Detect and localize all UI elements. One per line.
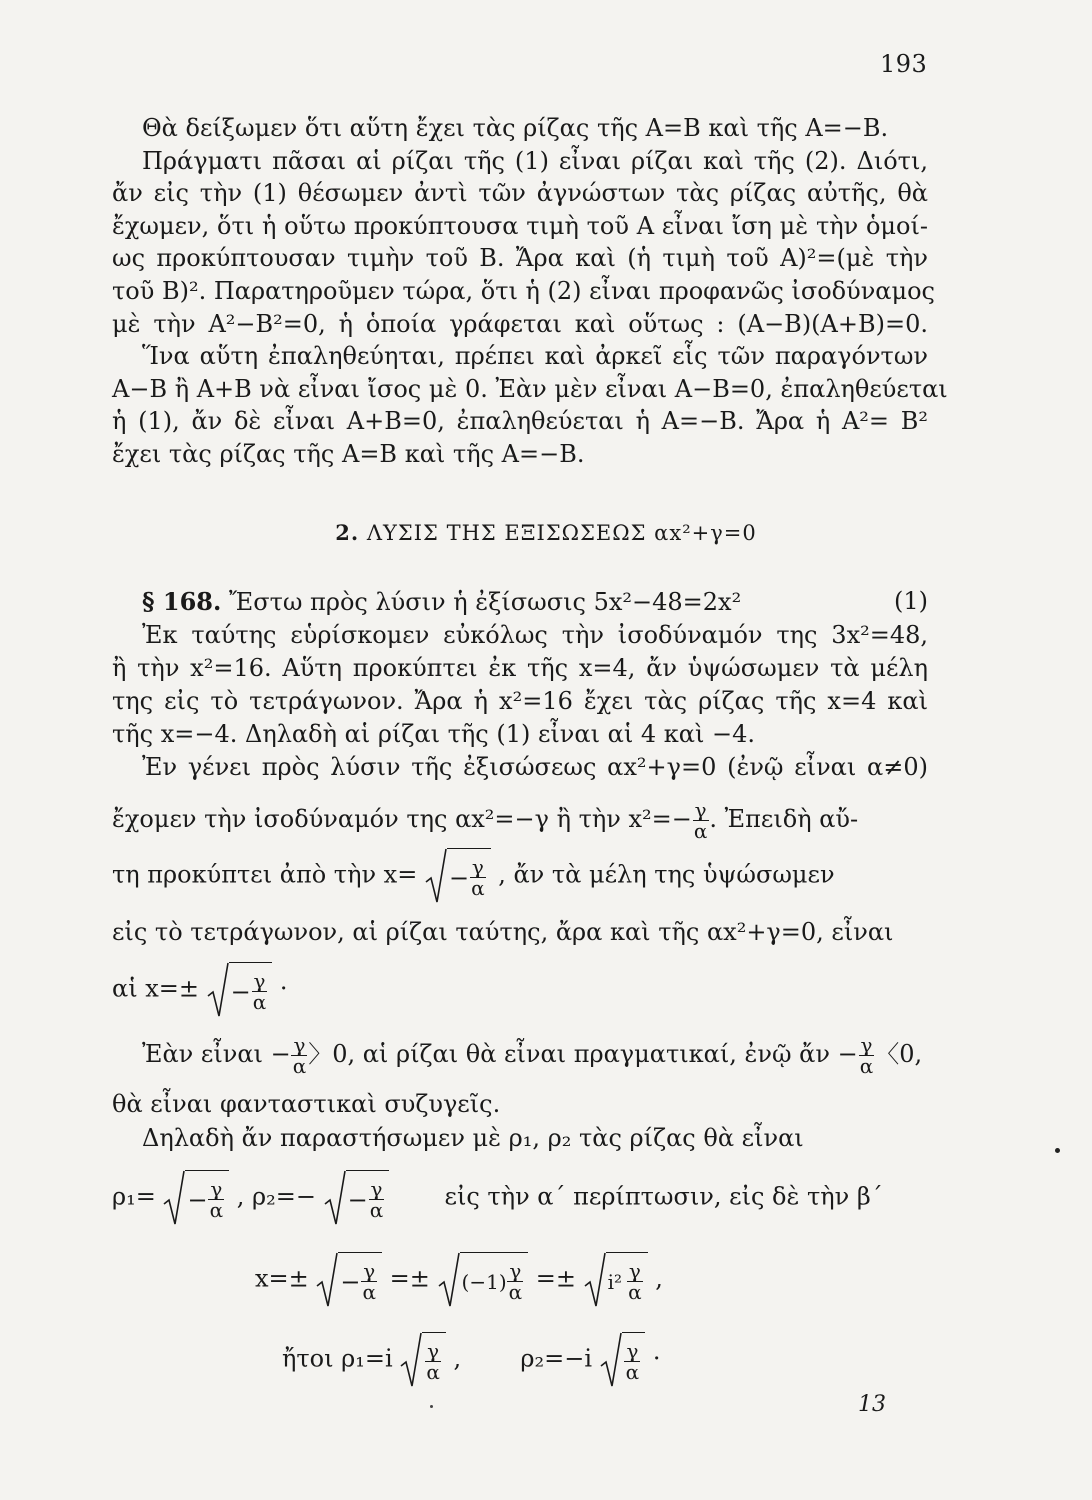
radical-sign-icon <box>324 1170 346 1226</box>
radical-sign-icon <box>438 1252 460 1308</box>
signature-number: 13 <box>858 1392 886 1417</box>
text-fragment: ρ₁= <box>112 1182 156 1211</box>
text-fragment: , ἄν τὰ μέλη της ὑψώσωμεν <box>498 860 835 889</box>
math-line-isodynamon <box>112 800 858 841</box>
minus-sign: − <box>187 1185 208 1214</box>
fraction-numerator: γ <box>471 855 484 879</box>
text-fragment: . Ἐπειδὴ αὔ- <box>709 805 859 833</box>
text-fragment: =± <box>535 1264 576 1293</box>
minus-sign: − <box>448 863 470 892</box>
square-root <box>584 1252 648 1308</box>
fraction-gamma-over-alpha <box>858 1035 876 1076</box>
text-line <box>112 585 928 619</box>
fraction-numerator: γ <box>509 1259 522 1283</box>
text-fragment: x=± <box>255 1264 309 1293</box>
minus-sign: − <box>347 1185 368 1214</box>
text-line: τοῦ B)². Παρατηροῦμεν τώρα, ὅτι ἡ (2) εἶναι προφανῶς ἰσοδύναμος <box>112 276 935 305</box>
fraction-denominator: α <box>362 1280 377 1304</box>
text-line: τῆς x=−4. Δηλαδὴ αἱ ρίζαι τῆς (1) εἶναι αἱ 4 καὶ −4. <box>112 720 756 748</box>
math-line-roots <box>112 962 288 1018</box>
minus-sign: − <box>340 1267 361 1296</box>
fraction-denominator: α <box>252 990 267 1014</box>
fraction-numerator: γ <box>293 1033 306 1057</box>
fraction-gamma-over-alpha <box>368 1179 386 1220</box>
radical-sign-icon <box>600 1332 622 1388</box>
text-fragment: , <box>655 1264 663 1293</box>
text-line: Πράγματι πᾶσαι αἱ ρίζαι τῆς (1) εἶναι ρίζαι καὶ τῆς (2). Διότι, <box>142 146 928 175</box>
fraction-numerator: γ <box>628 1259 641 1283</box>
text-line: A−B ἢ A+B νὰ εἶναι ἴσος μὲ 0. Ἐὰν μὲν εἶναι A−B=0, ἐπαληθεύεται <box>112 374 948 403</box>
math-line-itoi <box>282 1332 660 1388</box>
text-fragment: 〈0, <box>875 1040 923 1068</box>
math-line-fantastikai <box>112 1090 500 1118</box>
fraction-denominator: α <box>628 1280 642 1304</box>
square-root <box>600 1332 646 1388</box>
text-line: ἔχωμεν, ὅτι ἡ οὕτω προκύπτουσα τιμὴ τοῦ A εἶναι ἴση μὲ τὴν ὁμοί- <box>112 211 928 240</box>
fraction-numerator: γ <box>253 969 266 993</box>
text-fragment: · <box>279 974 288 1003</box>
text-line: Θὰ δείξωμεν ὅτι αὕτη ἔχει τὰς ρίζας τῆς A=B καὶ τῆς A=−B. <box>142 114 889 142</box>
proof-paragraph <box>112 112 948 471</box>
fraction-numerator: γ <box>363 1259 376 1283</box>
fraction-denominator: α <box>209 1198 224 1222</box>
fraction-gamma-over-alpha <box>692 800 710 841</box>
fraction-gamma-over-alpha <box>251 971 269 1012</box>
minus-sign: − <box>230 977 251 1006</box>
radical-sign-icon <box>316 1252 338 1308</box>
section-mark: § 168. <box>142 587 222 616</box>
text-line: ἄν εἰς τὴν (1) θέσωμεν ἀντὶ τῶν ἀγνώστων τὰς ρίζας αὐτῆς, θὰ <box>112 179 928 208</box>
fraction-numerator: γ <box>210 1177 223 1201</box>
radical-sign-icon <box>400 1332 422 1388</box>
square-root <box>316 1252 382 1308</box>
math-line-dilady <box>142 1124 804 1152</box>
text-fragment: ρ₂=−i <box>520 1344 593 1373</box>
text-line: της εἰς τὸ τετράγωνον. Ἄρα ἡ x²=16 ἔχει τὰς ρίζας τῆς x=4 καὶ <box>112 687 928 715</box>
fraction-numerator: γ <box>370 1177 383 1201</box>
fraction-numerator: γ <box>626 1339 639 1363</box>
fraction-denominator: α <box>625 1360 640 1384</box>
fraction-gamma-over-alpha <box>626 1261 644 1302</box>
text-fragment: τη προκύπτει ἀπὸ τὴν x= <box>112 860 418 889</box>
fraction-gamma-over-alpha <box>291 1035 309 1076</box>
fraction-gamma-over-alpha <box>361 1261 379 1302</box>
fraction-gamma-over-alpha <box>424 1341 442 1382</box>
math-line-complex <box>255 1252 663 1308</box>
equation-reference: (1) <box>894 587 928 615</box>
square-root <box>207 962 273 1018</box>
text-line: ως προκύπτουσαν τιμὴν τοῦ B. Ἄρα καὶ (ἡ τιμὴ τοῦ A)²=(μὲ τὴν <box>112 244 928 273</box>
print-speck <box>430 1405 433 1408</box>
text-fragment: εἰς τὸ τετράγωνον, αἱ ρίζαι ταύτης, ἄρα καὶ τῆς αx²+γ=0, εἶναι <box>112 918 894 946</box>
fraction-gamma-over-alpha <box>507 1261 525 1302</box>
fraction-denominator: α <box>426 1360 440 1384</box>
text-fragment: αἱ x=± <box>112 974 199 1003</box>
square-root <box>425 848 491 904</box>
square-root <box>438 1252 529 1308</box>
math-line-rho <box>112 1170 883 1226</box>
text-line: μὲ τὴν A²−B²=0, ἡ ὁποία γράφεται καὶ οὕτως : (A−B)(A+B)=0. <box>112 309 928 338</box>
square-root <box>400 1332 446 1388</box>
section-number: 2. <box>335 520 360 545</box>
fraction-denominator: α <box>508 1280 523 1304</box>
square-root <box>163 1170 229 1226</box>
minus-one: (−1) <box>461 1269 507 1294</box>
text-fragment: θὰ εἶναι φανταστικαὶ συζυγεῖς. <box>112 1090 501 1118</box>
math-line-tetragonon <box>112 918 893 946</box>
fraction-numerator: γ <box>694 798 707 822</box>
fraction-gamma-over-alpha <box>469 857 487 898</box>
section-168-paragraph <box>112 585 928 784</box>
text-fragment: =± <box>389 1264 430 1293</box>
fraction-denominator: α <box>292 1054 307 1078</box>
math-line-condition <box>142 1034 922 1076</box>
fraction-gamma-over-alpha <box>624 1341 642 1382</box>
text-line: ἔχει τὰς ρίζας τῆς A=B καὶ τῆς A=−B. <box>112 439 585 468</box>
math-line-prokyptei <box>112 848 835 904</box>
square-root <box>324 1170 390 1226</box>
page-number: 193 <box>880 50 928 78</box>
radical-sign-icon <box>207 962 229 1018</box>
text-line: ἡ (1), ἄν δὲ εἶναι A+B=0, ἐπαληθεύεται ἡ A=−B. Ἄρα ἡ A²= B² <box>112 407 928 436</box>
text-fragment: · <box>652 1344 661 1373</box>
section-heading <box>0 520 1092 545</box>
fraction-numerator: γ <box>860 1033 873 1057</box>
text-line: Ἵνα αὕτη ἐπαληθεύηται, πρέπει καὶ ἀρκεῖ εἷς τῶν παραγόντων <box>142 342 928 371</box>
fraction-numerator: γ <box>427 1339 440 1363</box>
radical-sign-icon <box>584 1252 606 1308</box>
margin-mark <box>1055 1148 1060 1153</box>
text-fragment: ἔχομεν τὴν ἰσοδύναμόν της αx²=−γ ἢ τὴν x²=− <box>112 805 692 833</box>
fraction-denominator: α <box>471 876 485 900</box>
text-fragment: εἰς τὴν α΄ περίπτωσιν, εἰς δὲ τὴν β΄ <box>444 1182 883 1211</box>
text-line: ἢ τὴν x²=16. Αὕτη προκύπτει ἐκ τῆς x=4, ἄν ὑψώσωμεν τὰ μέλη <box>112 654 928 682</box>
radical-sign-icon <box>425 848 447 904</box>
i-squared: i² <box>607 1269 623 1294</box>
fraction-denominator: α <box>859 1054 874 1078</box>
text-fragment: Δηλαδὴ ἄν παραστήσωμεν μὲ ρ₁, ρ₂ τὰς ρίζας θὰ εἶναι <box>142 1124 804 1152</box>
fraction-gamma-over-alpha <box>208 1179 226 1220</box>
text-line: Ἐκ ταύτης εὑρίσκομεν εὐκόλως τὴν ἰσοδύναμόν της 3x²=48, <box>142 621 928 649</box>
equation-text: Ἔστω πρὸς λύσιν ἡ ἐξίσωσις 5x²−48=2x² <box>229 588 742 616</box>
fraction-denominator: α <box>369 1198 384 1222</box>
section-title: ΛΥΣΙΣ ΤΗΣ ΕΞΙΣΩΣΕΩΣ αx²+γ=0 <box>366 521 757 545</box>
text-fragment: Ἐὰν εἶναι − <box>142 1040 291 1068</box>
text-fragment: ἤτοι ρ₁=i <box>282 1344 393 1373</box>
text-fragment: 〉0, αἱ ρίζαι θὰ εἶναι πραγματικαί, ἐνῷ ἄν − <box>308 1040 858 1068</box>
fraction-denominator: α <box>693 819 708 843</box>
text-fragment: , ρ₂=− <box>236 1182 316 1211</box>
text-line: Ἐν γένει πρὸς λύσιν τῆς ἐξισώσεως αx²+γ=0 (ἐνῷ εἶναι α≠0) <box>142 753 928 781</box>
radical-sign-icon <box>163 1170 185 1226</box>
text-fragment: , <box>453 1344 462 1373</box>
